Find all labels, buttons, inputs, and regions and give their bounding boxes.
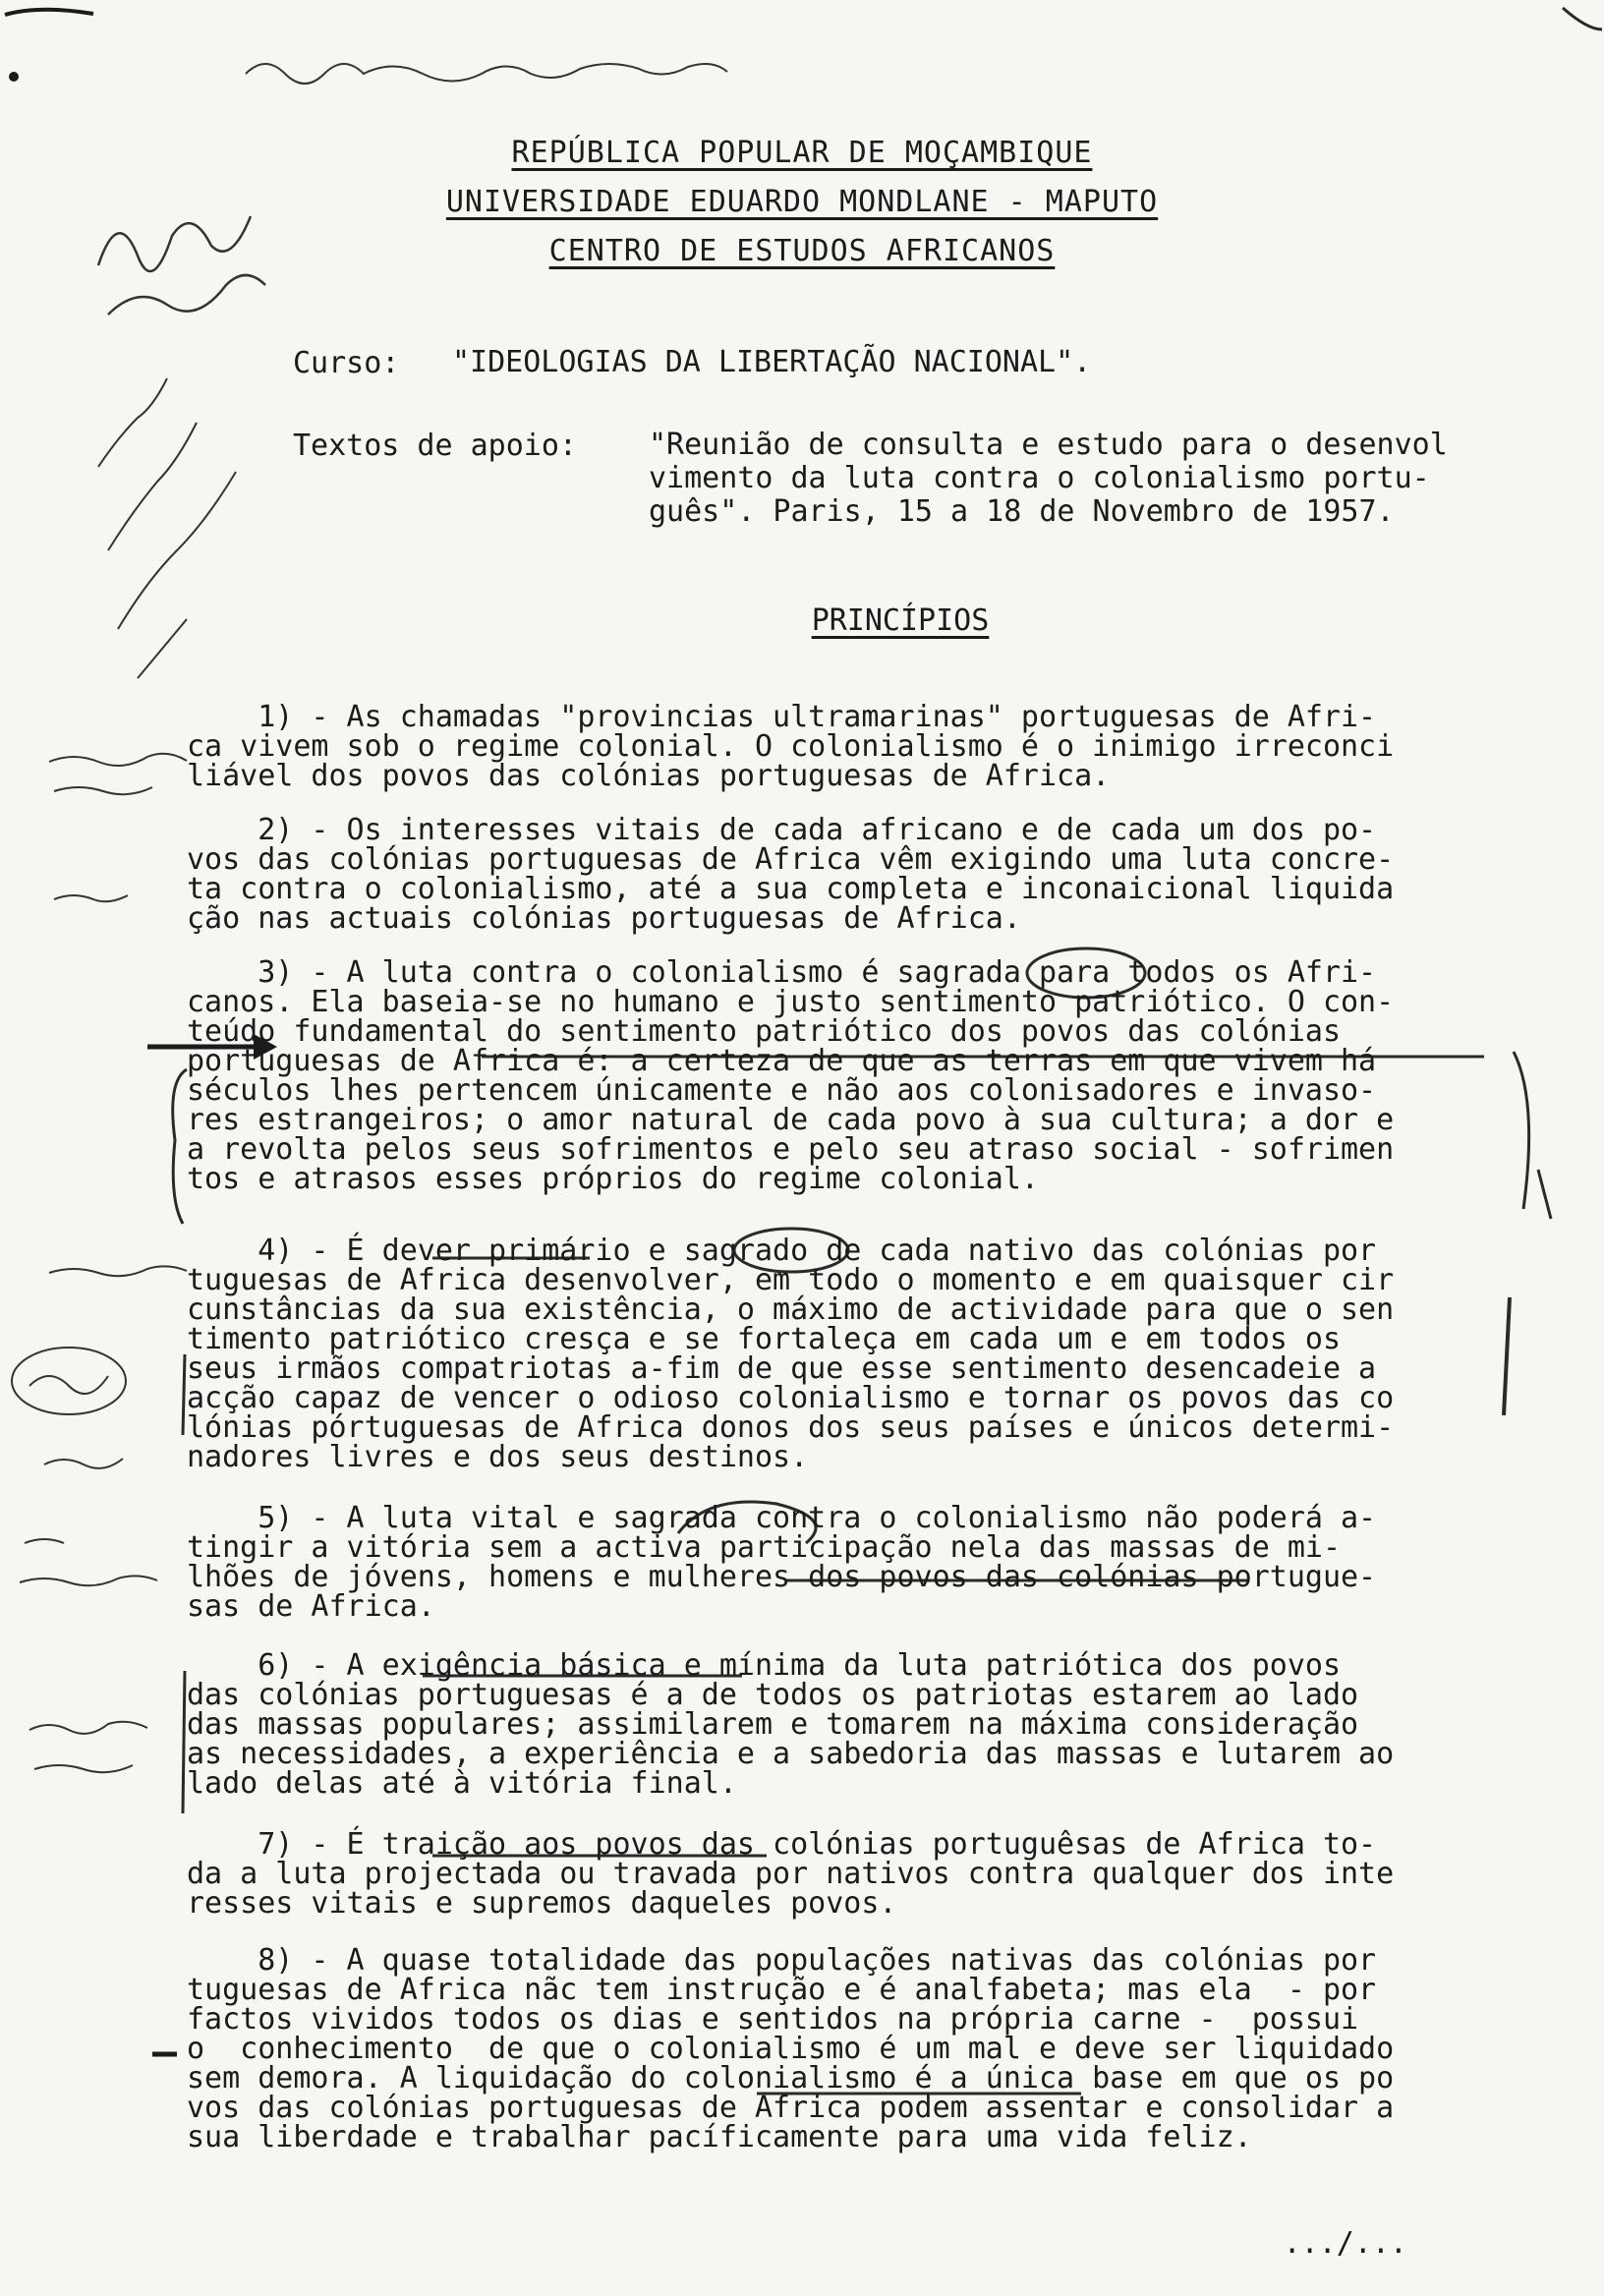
paragraph-line: teúdo fundamental do sentimento patriótico dos povos das colónias — [187, 1014, 1341, 1049]
paragraph-line: séculos lhes pertencem únicamente e não aos colonisadores e invaso- — [187, 1073, 1377, 1108]
texts-label: Textos de apoio: — [293, 429, 577, 463]
paragraph-line: sas de Africa. — [187, 1589, 435, 1624]
paragraph-line: das massas populares; assimilarem e tomarem na máxima consideração — [187, 1707, 1359, 1742]
paragraph-line: vos das colónias portuguesas de Africa vêm exigindo uma luta concre- — [187, 842, 1395, 877]
texts-line: vimento da luta contra o colonialismo portu- — [649, 461, 1430, 495]
header-republic: REPÚBLICA POPULAR DE MOÇAMBIQUE — [511, 136, 1093, 170]
paragraph-line: o conhecimento de que o colonialismo é um mal e deve ser liquidado — [187, 2032, 1395, 2066]
paragraph-line: cunstâncias da sua existência, o máximo de actividade para que o sen — [187, 1292, 1395, 1327]
paragraph-line: a revolta pelos seus sofrimentos e pelo seu atraso social - sofrimen — [187, 1132, 1395, 1167]
paragraph-line: as necessidades, a experiência e a sabedoria das massas e lutarem ao — [187, 1737, 1395, 1771]
continuation-marker: .../... — [1283, 2226, 1407, 2261]
paragraph-line: da a luta projectada ou travada por nativos contra qualquer dos inte — [187, 1857, 1395, 1891]
paragraph-line: timento patriótico cresça e se fortaleça em cada um e em todos os — [187, 1322, 1341, 1356]
paragraph-line: tuguesas de Africa desenvolver, em todo o momento e em quaisquer cir — [187, 1263, 1395, 1297]
paragraph-line: 1) - As chamadas "provincias ultramarinas" portuguesas de Afri- — [187, 700, 1377, 734]
paragraph-line: sua liberdade e trabalhar pacíficamente para uma vida feliz. — [187, 2120, 1252, 2154]
paragraph-line: res estrangeiros; o amor natural de cada povo à sua cultura; a dor e — [187, 1103, 1395, 1137]
course-label: Curso: — [293, 346, 400, 380]
paragraph-line: tuguesas de Africa nãc tem instrução e é analfabeta; mas ela - por — [187, 1973, 1377, 2007]
paragraph-line: lhões de jóvens, homens e mulheres dos povos das colónias portugue- — [187, 1560, 1377, 1594]
paragraph-line: 4) - É dever primário e sagrado de cada nativo das colónias por — [187, 1234, 1377, 1268]
paragraph-line: tingir a vitória sem a activa participação nela das massas de mi- — [187, 1530, 1341, 1565]
paragraph-line: tos e atrasos esses próprios do regime colonial. — [187, 1162, 1039, 1196]
paragraph-line: sem demora. A liquidação do colonialismo é a única base em que os po — [187, 2061, 1395, 2095]
paragraph-line: 6) - A exigência básica e mínima da luta patriótica dos povos — [187, 1648, 1341, 1683]
paragraph-line: das colónias portuguesas é a de todos os patriotas estarem ao lado — [187, 1678, 1359, 1712]
texts-line: guês". Paris, 15 a 18 de Novembro de 1957. — [649, 494, 1395, 529]
header-centre: CENTRO DE ESTUDOS AFRICANOS — [548, 234, 1056, 268]
paragraph-line: 7) - É traição aos povos das colónias portuguêsas de Africa to- — [187, 1827, 1377, 1862]
paragraph-line: lónias pórtuguesas de Africa donos dos seus países e únicos determi- — [187, 1410, 1395, 1445]
paragraph-line: ção nas actuais colónias portuguesas de Africa. — [187, 901, 1021, 936]
paragraph-line: canos. Ela baseia-se no humano e justo sentimento patriótico. O con- — [187, 985, 1395, 1019]
texts-line: "Reunião de consulta e estudo para o desenvol — [649, 428, 1448, 462]
paragraph-line: resses vitais e supremos daqueles povos. — [187, 1886, 897, 1921]
paragraph-line: 3) - A luta contra o colonialismo é sagrada para todos os Afri- — [187, 955, 1377, 990]
paragraph-line: lado delas até à vitória final. — [187, 1766, 737, 1801]
paragraph-line: seus irmãos compatriotas a-fim de que esse sentimento desencadeie a — [187, 1351, 1377, 1386]
paragraph-line: 5) - A luta vital e sagrada contra o colonialismo não poderá a- — [187, 1501, 1377, 1535]
header-university: UNIVERSIDADE EDUARDO MONDLANE - MAPUTO — [445, 185, 1159, 219]
paragraph-line: liável dos povos das colónias portuguesas de Africa. — [187, 759, 1111, 793]
paragraph-line: vos das colónias portuguesas de Africa podem assentar e consolidar a — [187, 2091, 1395, 2125]
section-title: PRINCÍPIOS — [811, 603, 990, 638]
paragraph-line: 2) - Os interesses vitais de cada africano e de cada um dos po- — [187, 813, 1377, 847]
paragraph-line: ta contra o colonialismo, até a sua completa e inconaicional liquida — [187, 872, 1395, 906]
paragraph-line: factos vividos todos os dias e sentidos na própria carne - possui — [187, 2002, 1359, 2037]
paragraph-line: nadores livres e dos seus destinos. — [187, 1440, 809, 1474]
paragraph-line: portuguesas de Africa é: a certeza de que as terras em que vivem há — [187, 1044, 1377, 1078]
course-value: "IDEOLOGIAS DA LIBERTAÇÃO NACIONAL". — [452, 345, 1092, 379]
paragraph-line: acção capaz de vencer o odioso colonialismo e tornar os povos das co — [187, 1381, 1395, 1415]
paragraph-line: 8) - A quase totalidade das populações nativas das colónias por — [187, 1943, 1377, 1978]
paragraph-line: ca vivem sob o regime colonial. O colonialismo é o inimigo irreconci — [187, 729, 1395, 764]
